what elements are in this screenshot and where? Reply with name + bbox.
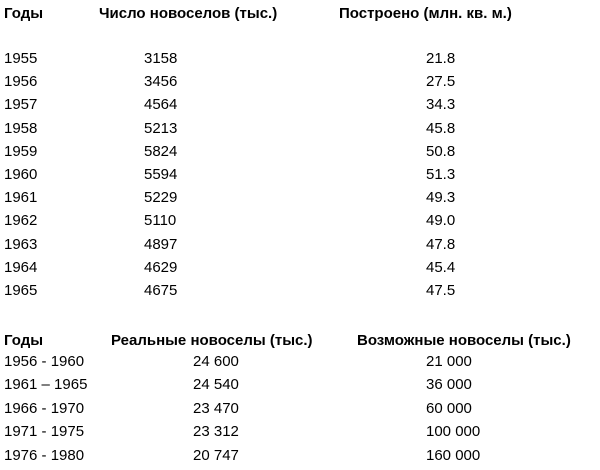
table-cell: 1966 - 1970 bbox=[4, 399, 85, 417]
table-cell: 4897 bbox=[144, 235, 178, 253]
table-cell: 4629 bbox=[144, 258, 178, 276]
column-header-new-residents: Число новоселов (тыс.) bbox=[99, 5, 278, 22]
table-cell: 47.8 bbox=[426, 235, 456, 253]
table-cell: 45.8 bbox=[426, 119, 456, 137]
column-header-actual-residents: Реальные новоселы (тыс.) bbox=[111, 332, 313, 349]
table-cell: 49.0 bbox=[426, 212, 456, 230]
table-cell: 4564 bbox=[144, 96, 178, 114]
table-cell: 47.5 bbox=[426, 282, 456, 299]
table-cell: 24 540 bbox=[193, 376, 239, 394]
table-cell: 5213 bbox=[144, 119, 178, 137]
table-cell: 23 470 bbox=[193, 399, 239, 417]
table-cell: 1955 bbox=[4, 50, 38, 67]
table-cell: 23 312 bbox=[193, 423, 239, 441]
table-cell: 3158 bbox=[144, 50, 178, 67]
table-cell: 1960 bbox=[4, 166, 38, 183]
table-cell: 1956 - 1960 bbox=[4, 353, 85, 370]
table-cell: 1963 bbox=[4, 235, 38, 253]
table-cell: 60 000 bbox=[426, 399, 472, 417]
table-cell: 100 000 bbox=[426, 423, 481, 441]
table-cell: 160 000 bbox=[426, 446, 481, 464]
table-cell: 1965 bbox=[4, 282, 38, 299]
table-cell: 1958 bbox=[4, 119, 38, 137]
table-cell: 24 600 bbox=[193, 353, 239, 370]
table-cell: 4675 bbox=[144, 282, 178, 299]
table-cell: 1959 bbox=[4, 142, 38, 160]
table-cell: 49.3 bbox=[426, 189, 456, 207]
table-cell: 5824 bbox=[144, 142, 178, 160]
table-cell: 1971 - 1975 bbox=[4, 423, 85, 441]
table-cell: 27.5 bbox=[426, 73, 456, 91]
table-cell: 1956 bbox=[4, 73, 38, 91]
table-cell: 1961 bbox=[4, 189, 38, 207]
table-cell: 21 000 bbox=[426, 353, 472, 370]
table-cell: 1962 bbox=[4, 212, 38, 230]
table-cell: 20 747 bbox=[193, 446, 239, 464]
column-header-possible-residents: Возможные новоселы (тыс.) bbox=[357, 332, 571, 349]
column-header-years: Годы bbox=[4, 5, 44, 22]
table-cell: 5229 bbox=[144, 189, 178, 207]
table-cell: 1957 bbox=[4, 96, 38, 114]
table-cell: 36 000 bbox=[426, 376, 472, 394]
table-cell: 5594 bbox=[144, 166, 178, 183]
table-cell: 51.3 bbox=[426, 166, 456, 183]
table-cell: 1976 - 1980 bbox=[4, 446, 85, 464]
table-cell: 45.4 bbox=[426, 258, 456, 276]
column-header-built-area: Построено (млн. кв. м.) bbox=[339, 5, 512, 22]
table-cell: 34.3 bbox=[426, 96, 456, 114]
table-cell: 5110 bbox=[144, 212, 177, 230]
table-cell: 3456 bbox=[144, 73, 178, 91]
table-cell: 1964 bbox=[4, 258, 38, 276]
table-cell: 1961 – 1965 bbox=[4, 376, 88, 394]
table-cell: 21.8 bbox=[426, 50, 456, 67]
table-cell: 50.8 bbox=[426, 142, 456, 160]
column-header-periods: Годы bbox=[4, 332, 44, 349]
